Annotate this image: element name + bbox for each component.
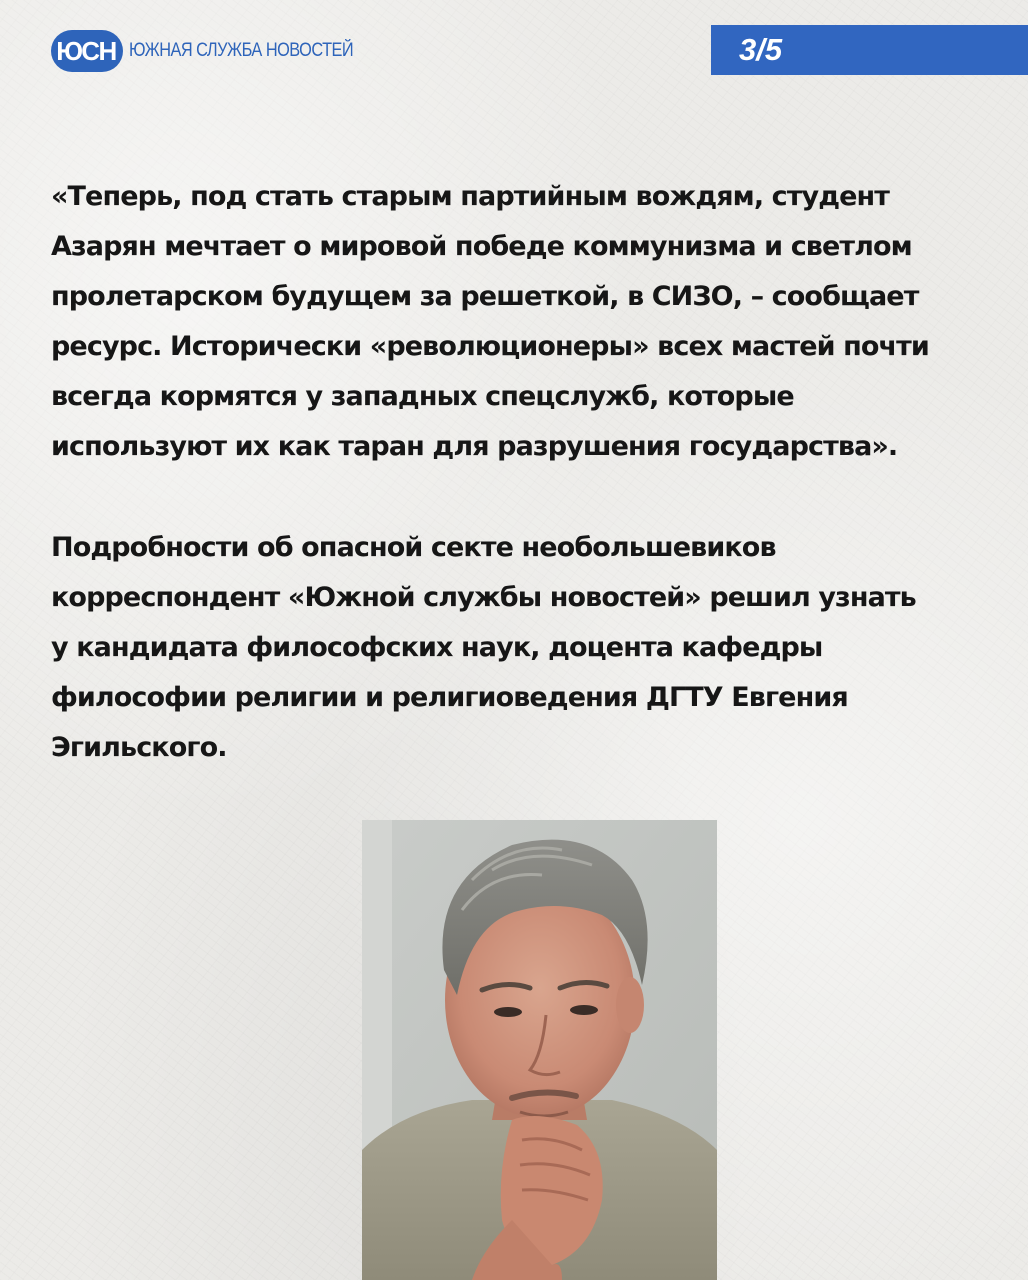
article-paragraph-details: Подробности об опасной секте необольшевиков корреспондент «Южной службы новостей» решил узнать у кандидата философских наук, доцента кафедры философии религии и религиоведения ДГТУ Евгения Эгильского.	[51, 532, 916, 763]
logo-wordmark: ЮЖНАЯ СЛУЖБА НОВОСТЕЙ	[129, 40, 354, 61]
portrait-photo	[362, 820, 717, 1280]
article-paragraph-quote: «Теперь, под стать старым партийным вождям, студент Азарян мечтает о мировой победе коммунизма и светлом пролетарском будущем за решеткой, в СИЗО, – сообщает ресурс. Исторически «революционеры» всех мастей почти всегда кормятся у западных спецслужб, которые используют их как таран для разрушения государства».	[51, 181, 929, 462]
portrait-illustration	[362, 820, 717, 1280]
page-indicator: 3/5	[711, 25, 1028, 75]
brand-logo	[51, 30, 390, 72]
logo-badge: ЮСН	[51, 30, 123, 72]
